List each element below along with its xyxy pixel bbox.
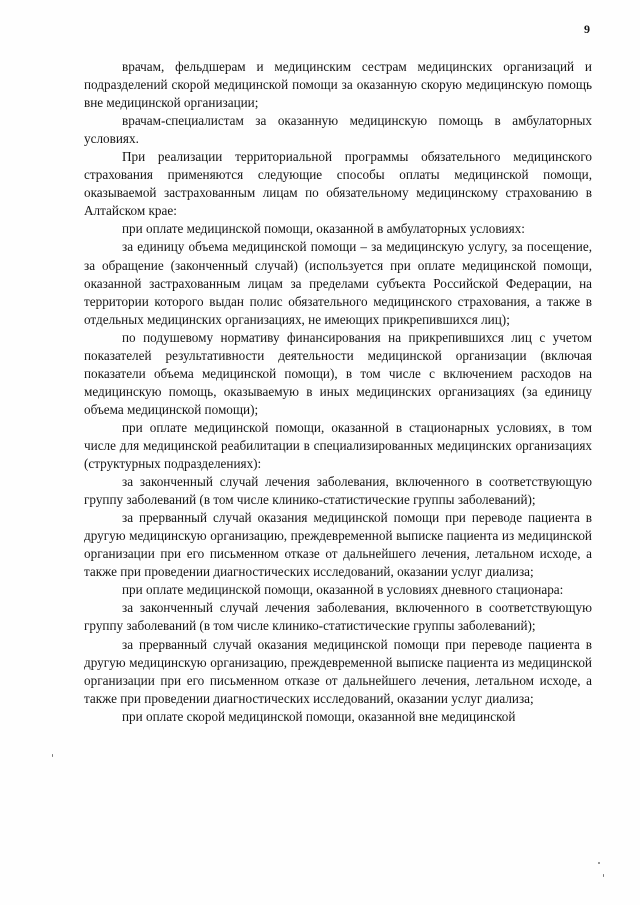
paragraph: за единицу объема медицинской помощи – за медицинскую услугу, за посещение, за обращение (законченный случай) (используется при оплате медицинской помощи, оказанной застрахованным лицам за пределами субъекта Российской Федерации, на территории которого выдан полис обязательного медицинского страхования, а также в отдельных медицинских организациях, не имеющих прикрепившихся лиц);: [84, 239, 592, 327]
paragraph: при оплате медицинской помощи, оказанной в условиях дневного стационара:: [122, 582, 564, 598]
paragraph: по подушевому нормативу финансирования на прикрепившихся лиц с учетом показателей результативности деятельности медицинской организации (включая показатели объема медицинской помощи), в том числе с включением расходов на медицинскую помощь, оказываемую в иных медицинских организациях (за единицу объема медицинской помощи);: [84, 329, 592, 417]
paragraph: за прерванный случай оказания медицинской помощи при переводе пациента в другую медицинскую организацию, преждевременной выписке пациента из медицинской организации при его письменном отказе от дальнейшего лечения, летальном исходе, а также при проведении диагностических исследований, оказании услуг диализа;: [84, 636, 592, 706]
paragraph: при оплате медицинской помощи, оказанной в стационарных условиях, в том числе для медицинской реабилитации в специализированных медицинских организациях (структурных подразделениях):: [84, 419, 592, 472]
paragraph: при оплате медицинской помощи, оказанной в амбулаторных условиях:: [122, 221, 525, 237]
body-text: [84, 58, 592, 726]
paragraph: за законченный случай лечения заболевания, включенного в соответствующую группу заболеваний (в том числе клинико-статистические группы заболеваний);: [84, 600, 592, 634]
scan-speck: [603, 874, 604, 877]
paragraph: за прерванный случай оказания медицинской помощи при переводе пациента в другую медицинскую организацию, преждевременной выписке пациента из медицинской организации при его письменном отказе от дальнейшего лечения, летальном исходе, а также при проведении диагностических исследований, оказании услуг диализа;: [84, 510, 592, 580]
paragraph: врачам, фельдшерам и медицинским сестрам медицинских организаций и подразделений скорой медицинской помощи за оказанную скорую медицинскую помощь вне медицинской организации;: [84, 59, 592, 111]
paragraph: при оплате скорой медицинской помощи, оказанной вне медицинской: [122, 708, 516, 724]
page-number: 9: [584, 22, 590, 36]
scan-speck: [598, 862, 600, 864]
scan-speck: [52, 754, 53, 757]
paragraph: При реализации территориальной программы обязательного медицинского страхования применяются следующие способы оплаты медицинской помощи, оказываемой застрахованным лицам по обязательному медицинскому страхованию в Алтайском крае:: [84, 149, 592, 219]
paragraph: врачам-специалистам за оказанную медицинскую помощь в амбулаторных условиях.: [84, 113, 592, 147]
paragraph: за законченный случай лечения заболевания, включенного в соответствующую группу заболеваний (в том числе клинико-статистические группы заболеваний);: [84, 474, 592, 508]
